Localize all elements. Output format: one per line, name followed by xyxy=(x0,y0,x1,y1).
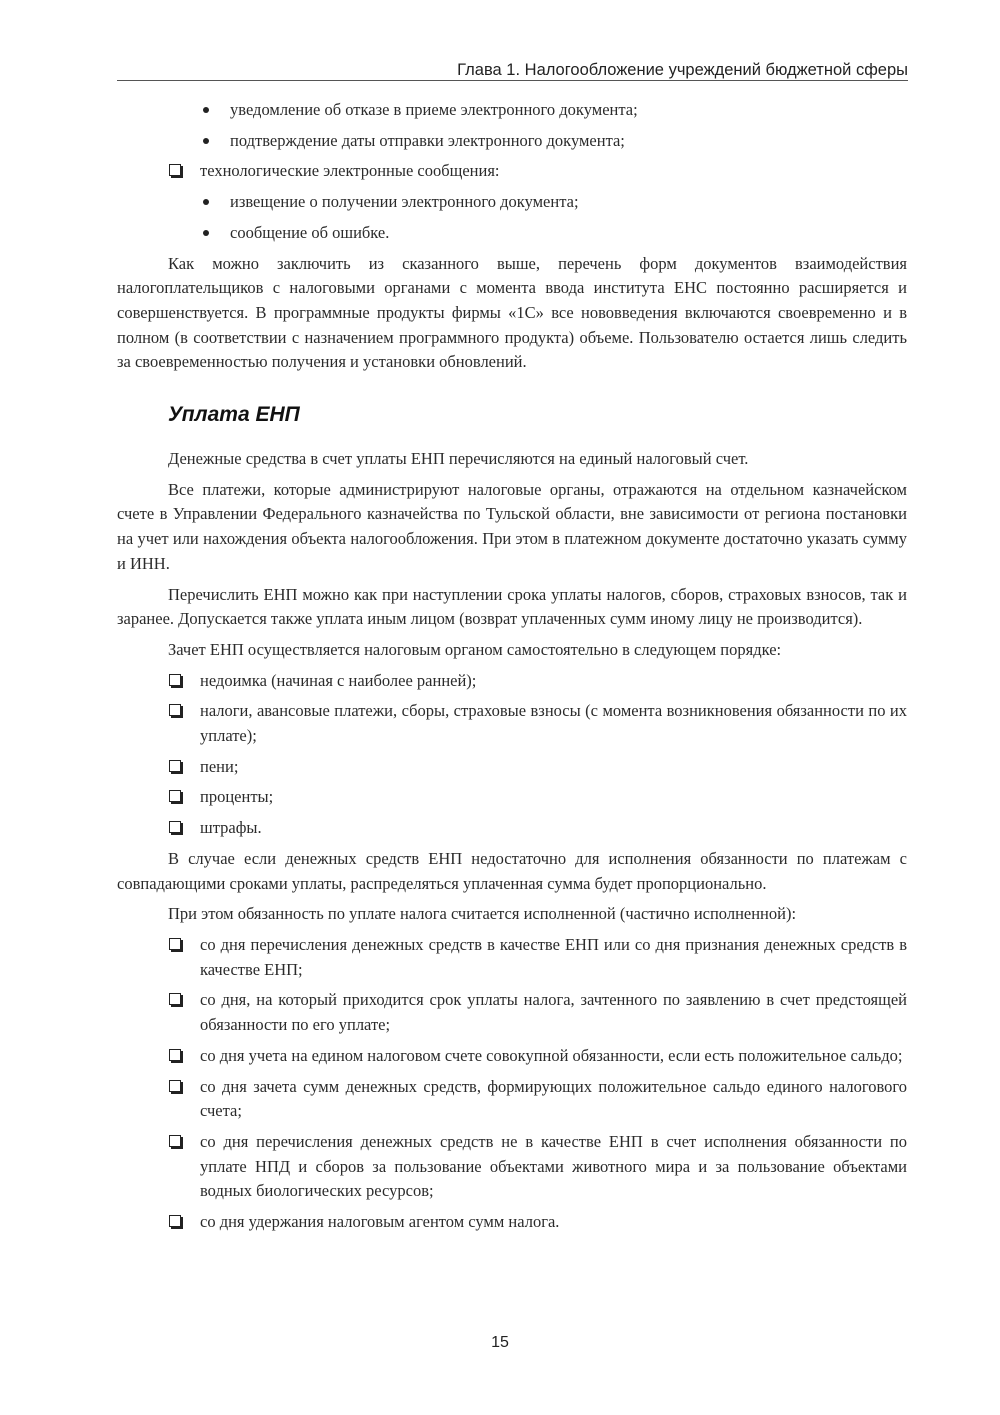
bullet-icon xyxy=(203,138,209,144)
checkbox-icon xyxy=(169,674,181,686)
paragraph: Зачет ЕНП осуществляется налоговым органом самостоятельно в следующем порядке: xyxy=(168,639,782,659)
checkbox-icon xyxy=(169,1080,181,1092)
paragraph: Перечислить ЕНП можно как при наступлении срока уплаты налогов, сборов, страховых взносов, так и заранее. Допускается также уплата иным лицом (возврат уплаченных сумм иному лицу не производится). xyxy=(117,584,907,629)
bullet-list xyxy=(117,190,907,245)
running-header: Глава 1. Налогообложение учреждений бюджетной сферы xyxy=(117,60,908,81)
list-item: со дня учета на едином налоговом счете совокупной обязанности, если есть положительное сальдо; xyxy=(117,1044,907,1069)
section-title: Уплата ЕНП xyxy=(168,403,300,427)
checkbox-icon xyxy=(169,938,181,950)
list-item: подтверждение даты отправки электронного документа; xyxy=(117,129,907,154)
checkbox-icon xyxy=(169,704,181,716)
checkbox-list xyxy=(117,159,907,184)
intro-paragraph: Как можно заключить из сказанного выше, перечень форм документов взаимодействия налогоплательщиков с налоговыми органами с момента ввода института ЕНС постоянно расширяется и совершенствуется. В программные продукты фирмы «1С» все нововведения включаются своевременно и в полном (в соответствии с назначением программного продукта) объеме. Пользователю остается лишь следить за своевременностью получения и установки обновлений. xyxy=(117,253,907,372)
list-item: недоимка (начиная с наиболее ранней); xyxy=(117,669,907,694)
paragraph: Денежные средства в счет уплаты ЕНП перечисляются на единый налоговый счет. xyxy=(168,449,749,469)
list-item: со дня перечисления денежных средств не в качестве ЕНП в счет исполнения обязанности по уплате НПД и сборов за пользование объектами животного мира и за пользование объектами водных биологических ресурсов; xyxy=(117,1130,907,1204)
list-item: налоги, авансовые платежи, сборы, страховые взносы (с момента возникновения обязанности по их уплате); xyxy=(117,699,907,748)
bullet-icon xyxy=(203,199,209,205)
paragraph: При этом обязанность по уплате налога считается исполненной (частично исполненной): xyxy=(168,904,797,924)
list-item: пени; xyxy=(117,755,907,780)
checkbox-icon xyxy=(169,1135,181,1147)
offset-order-list xyxy=(117,669,907,841)
checkbox-icon xyxy=(169,1215,181,1227)
checkbox-icon xyxy=(169,993,181,1005)
checkbox-icon xyxy=(169,164,181,176)
checkbox-icon xyxy=(169,760,181,772)
paragraph: Все платежи, которые администрируют налоговые органы, отражаются на отдельном казначейском счете в Управлении Федерального казначейства по Тульской области, вне зависимости от региона постановки на учет или нахождения объекта налогообложения. При этом в платежном документе достаточно указать сумму и ИНН. xyxy=(117,479,907,573)
bullet-icon xyxy=(203,230,209,236)
list-item: технологические электронные сообщения: xyxy=(117,159,907,184)
list-item: уведомление об отказе в приеме электронного документа; xyxy=(117,98,907,123)
list-item: штрафы. xyxy=(117,816,907,841)
list-item: со дня зачета сумм денежных средств, формирующих положительное сальдо единого налогового счета; xyxy=(117,1075,907,1124)
bullet-list xyxy=(117,98,907,153)
list-item: со дня удержания налоговым агентом сумм налога. xyxy=(117,1210,907,1235)
list-item: проценты; xyxy=(117,785,907,810)
paragraph: В случае если денежных средств ЕНП недостаточно для исполнения обязанности по платежам с совпадающими сроками уплаты, распределяться уплаченная сумма будет пропорционально. xyxy=(117,848,907,893)
checkbox-icon xyxy=(169,821,181,833)
list-item: извещение о получении электронного документа; xyxy=(117,190,907,215)
page-content xyxy=(117,98,907,1241)
bullet-icon xyxy=(203,107,209,113)
list-item: со дня, на который приходится срок уплаты налога, зачтенного по заявлению в счет предстоящей обязанности по его уплате; xyxy=(117,988,907,1037)
page-number: 15 xyxy=(491,1334,509,1351)
list-item: сообщение об ошибке. xyxy=(117,221,907,246)
checkbox-icon xyxy=(169,790,181,802)
checkbox-icon xyxy=(169,1049,181,1061)
list-item: со дня перечисления денежных средств в качестве ЕНП или со дня признания денежных средств в качестве ЕНП; xyxy=(117,933,907,982)
fulfilled-conditions-list xyxy=(117,933,907,1235)
